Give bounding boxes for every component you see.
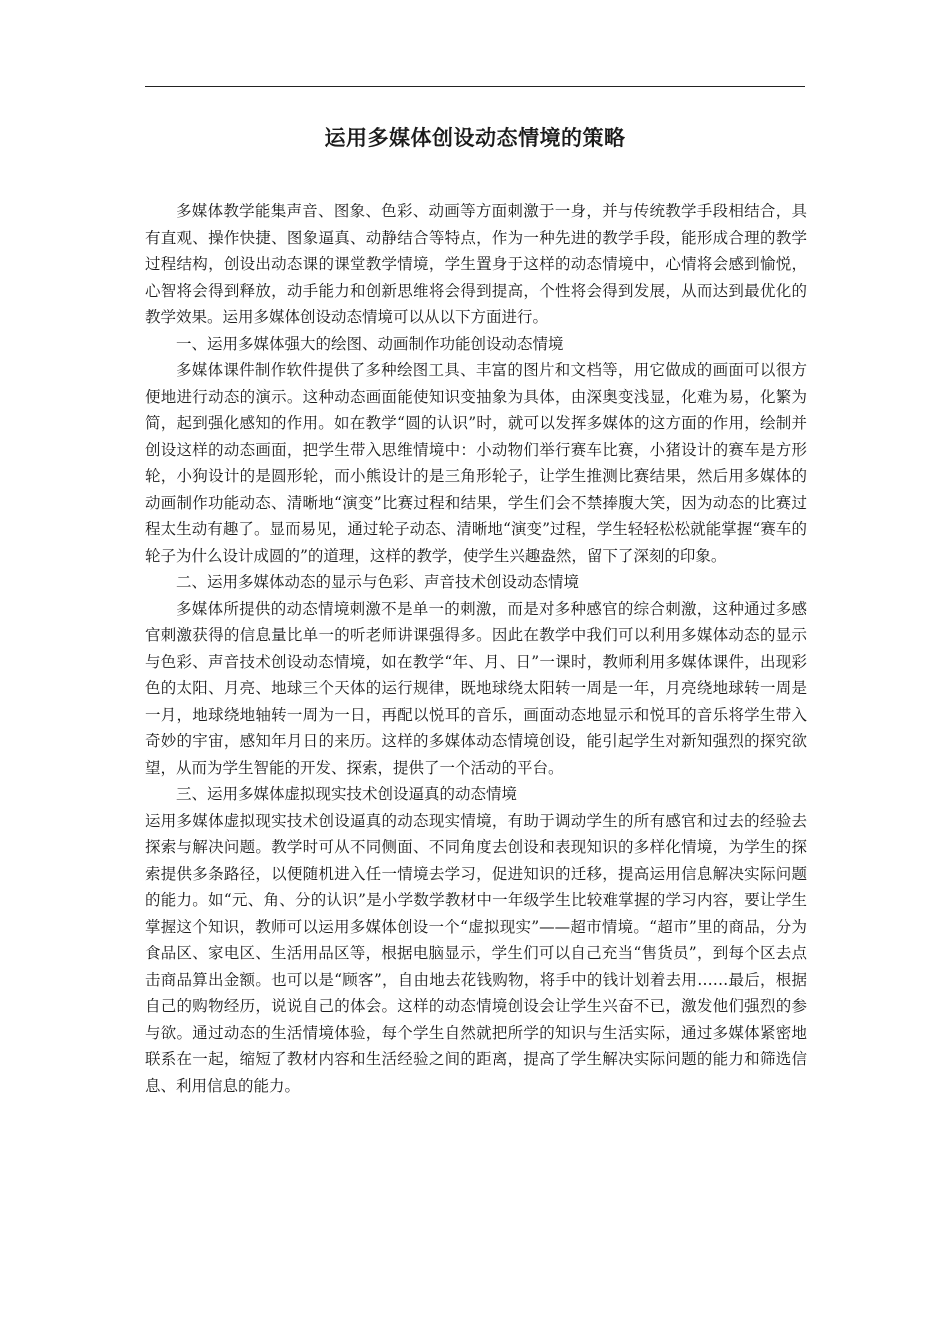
document-body [145,198,807,1099]
section-paragraph-2: 多媒体所提供的动态情境刺激不是单一的刺激，而是对多种感官的综合刺激，这种通过多感官刺激获得的信息量比单一的听老师讲课强得多。因此在教学中我们可以利用多媒体动态的显示与色彩、声音技术创设动态情境，如在教学“年、月、日”一课时，教师利用多媒体课件，出现彩色的太阳、月亮、地球三个天体的运行规律，既地球绕太阳转一周是一年，月亮绕地球转一周是一月，地球绕地轴转一周为一日，再配以悦耳的音乐，画面动态地显示和悦耳的音乐将学生带入奇妙的宇宙，感知年月日的来历。这样的多媒体动态情境创设，能引起学生对新知强烈的探究欲望，从而为学生智能的开发、探索，提供了一个活动的平台。 [145,599,807,777]
section-paragraph-1: 多媒体课件制作软件提供了多种绘图工具、丰富的图片和文档等，用它做成的画面可以很方便地进行动态的演示。这种动态画面能使知识变抽象为具体，由深奥变浅显，化难为易，化繁为简，起到强化感知的作用。如在教学“圆的认识”时，就可以发挥多媒体的这方面的作用，绘制并创设这样的动态画面，把学生带入思维情境中：小动物们举行赛车比赛，小猪设计的赛车是方形轮，小狗设计的是圆形轮，而小熊设计的是三角形轮子，让学生推测比赛结果，然后用多媒体的动画制作功能动态、清晰地“演变”比赛过程和结果，学生们会不禁捧腹大笑，因为动态的比赛过程太生动有趣了。显而易见，通过轮子动态、清晰地“演变”过程，学生轻轻松松就能掌握“赛车的轮子为什么设计成圆的”的道理，这样的教学，使学生兴趣盎然，留下了深刻的印象。 [145,361,807,565]
section-heading-1: 一、运用多媒体强大的绘图、动画制作功能创设动态情境 [176,334,564,353]
header-rule [145,86,805,87]
section-heading-2: 二、运用多媒体动态的显示与色彩、声音技术创设动态情境 [176,573,580,591]
section-heading-3: 三、运用多媒体虚拟现实技术创设逼真的动态情境 [176,785,518,803]
intro-paragraph: 多媒体教学能集声音、图象、色彩、动画等方面刺激于一身，并与传统教学手段相结合，具有直观、操作快捷、图象逼真、动静结合等特点，作为一种先进的教学手段，能形成合理的教学过程结构，创设出动态课的课堂教学情境，学生置身于这样的动态情境中，心情将会感到愉悦，心智将会得到释放，动手能力和创新思维将会得到提高，个性将会得到发展，从而达到最优化的教学效果。运用多媒体创设动态情境可以从以下方面进行。 [145,202,807,326]
document-title: 运用多媒体创设动态情境的策略 [324,126,626,150]
section-paragraph-3: 运用多媒体虚拟现实技术创设逼真的动态现实情境，有助于调动学生的所有感官和过去的经验去探索与解决问题。教学时可从不同侧面、不同角度去创设和表现知识的多样化情境，为学生的探索提供多条路径，以便随机进入任一情境去学习，促进知识的迁移，提高运用信息解决实际问题的能力。如“元、角、分的认识”是小学数学教材中一年级学生比较难掌握的学习内容，要让学生掌握这个知识，教师可以运用多媒体创设一个“虚拟现实”——超市情境。“超市”里的商品，分为食品区、家电区、生活用品区等，根据电脑显示，学生们可以自己充当“售货员”，到每个区去点击商品算出金额。也可以是“顾客”，自由地去花钱购物，将手中的钱计划着去用……最后，根据自己的购物经历，说说自己的体会。这样的动态情境创设会让学生兴奋不已，激发他们强烈的参与欲。通过动态的生活情境体验，每个学生自然就把所学的知识与生活实际，通过多媒体紧密地联系在一起，缩短了教材内容和生活经验之间的距离，提高了学生解决实际问题的能力和筛选信息、利用信息的能力。 [145,811,807,1095]
